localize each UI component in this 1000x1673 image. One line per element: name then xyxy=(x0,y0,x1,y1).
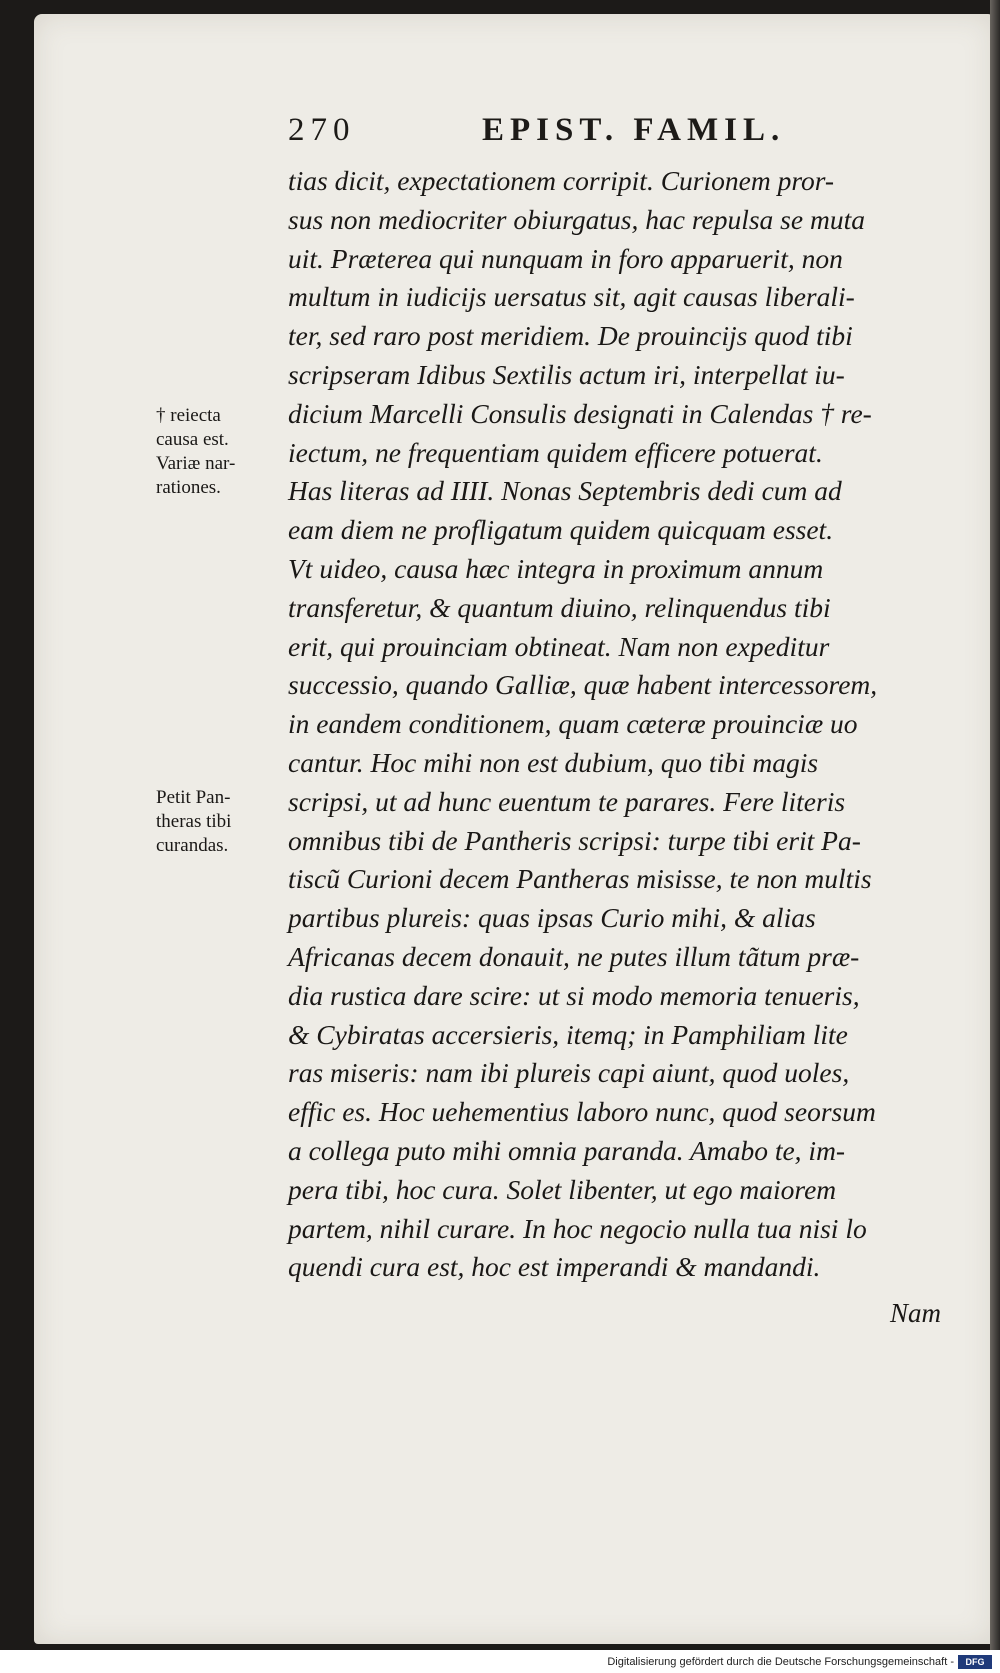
page-header xyxy=(288,112,948,156)
text-line: dia rustica dare scire: ut si modo memoria tenueris, xyxy=(288,979,860,1011)
text-line: sus non mediocriter obiurgatus, hac repulsa se muta xyxy=(288,203,865,235)
text-line: scripsi, ut ad hunc euentum te parares. Fere literis xyxy=(288,785,846,817)
text-line: Vt uideo, causa hæc integra in proximum annum xyxy=(288,552,824,584)
dfg-logo-icon: DFG xyxy=(958,1655,992,1669)
margin-note-line: rationes. xyxy=(156,477,221,498)
text-line: dicium Marcelli Consulis designati in Calendas † re- xyxy=(288,397,872,429)
body-text xyxy=(288,162,958,1287)
text-line: effic es. Hoc uehementius laboro nunc, quod seorsum xyxy=(288,1096,876,1128)
page-number: 270 xyxy=(288,112,356,148)
margin-note-line: causa est. xyxy=(156,429,229,450)
margin-note-reiecta xyxy=(156,404,286,500)
text-line: erit, qui prouinciam obtineat. Nam non expeditur xyxy=(288,630,830,662)
page-edge-shadow xyxy=(990,0,1000,1650)
text-line: partibus plureis: quas ipsas Curio mihi, & alias xyxy=(288,902,816,934)
margin-note-pantheras xyxy=(156,786,286,858)
text-line: pera tibi, hoc cura. Solet libenter, ut ego maiorem xyxy=(288,1173,837,1205)
text-line: successio, quando Galliæ, quæ habent intercessorem, xyxy=(288,669,878,701)
text-line: & Cybiratas accersieris, itemq; in Pamphiliam lite xyxy=(288,1018,848,1050)
text-line: transferetur, & quantum diuino, relinquendus tibi xyxy=(288,591,831,623)
margin-note-line: theras tibi xyxy=(156,811,232,832)
text-line: cantur. Hoc mihi non est dubium, quo tibi magis xyxy=(288,746,819,778)
text-line: ter, sed raro post meridiem. De prouincijs quod tibi xyxy=(288,320,853,352)
footer-credit: Digitalisierung gefördert durch die Deutsche Forschungsgemeinschaft - xyxy=(607,1656,954,1668)
text-line: ras miseris: nam ibi plureis capi aiunt, quod uoles, xyxy=(288,1057,850,1089)
text-line: omnibus tibi de Pantheris scripsi: turpe tibi erit Pa- xyxy=(288,824,861,856)
text-line: multum in iudicijs uersatus sit, agit causas liberali- xyxy=(288,281,855,313)
running-title: EPIST. FAMIL. xyxy=(482,112,786,148)
text-line: in eandem conditionem, quam cæteræ prouinciæ uo xyxy=(288,708,858,740)
digitization-footer xyxy=(0,1651,1000,1673)
text-line: tias dicit, expectationem corripit. Curionem pror- xyxy=(288,165,835,196)
text-line: quendi cura est, hoc est imperandi & mandandi. xyxy=(288,1251,821,1283)
text-line: eam diem ne profligatum quidem quicquam esset. xyxy=(288,514,834,546)
text-line: Africanas decem donauit, ne putes illum tãtum præ- xyxy=(288,940,860,972)
margin-note-line: † reiecta xyxy=(156,405,221,426)
text-line: tiscũ Curioni decem Pantheras misisse, te non multis xyxy=(288,863,872,895)
catchword: Nam xyxy=(890,1298,942,1328)
text-line: iectum, ne frequentiam quidem efficere potuerat. xyxy=(288,436,823,468)
text-line: uit. Præterea qui nunquam in foro apparuerit, non xyxy=(288,242,843,274)
text-line: Has literas ad IIII. Nonas Septembris dedi cum ad xyxy=(288,475,842,507)
margin-note-line: curandas. xyxy=(156,835,229,856)
text-line: a collega puto mihi omnia paranda. Amabo te, im- xyxy=(288,1134,846,1166)
text-line: partem, nihil curare. In hoc negocio nulla tua nisi lo xyxy=(288,1212,867,1244)
margin-note-line: Variæ nar- xyxy=(156,453,236,474)
margin-note-line: Petit Pan- xyxy=(156,787,231,808)
text-line: scripseram Idibus Sextilis actum iri, interpellat iu- xyxy=(288,358,845,390)
